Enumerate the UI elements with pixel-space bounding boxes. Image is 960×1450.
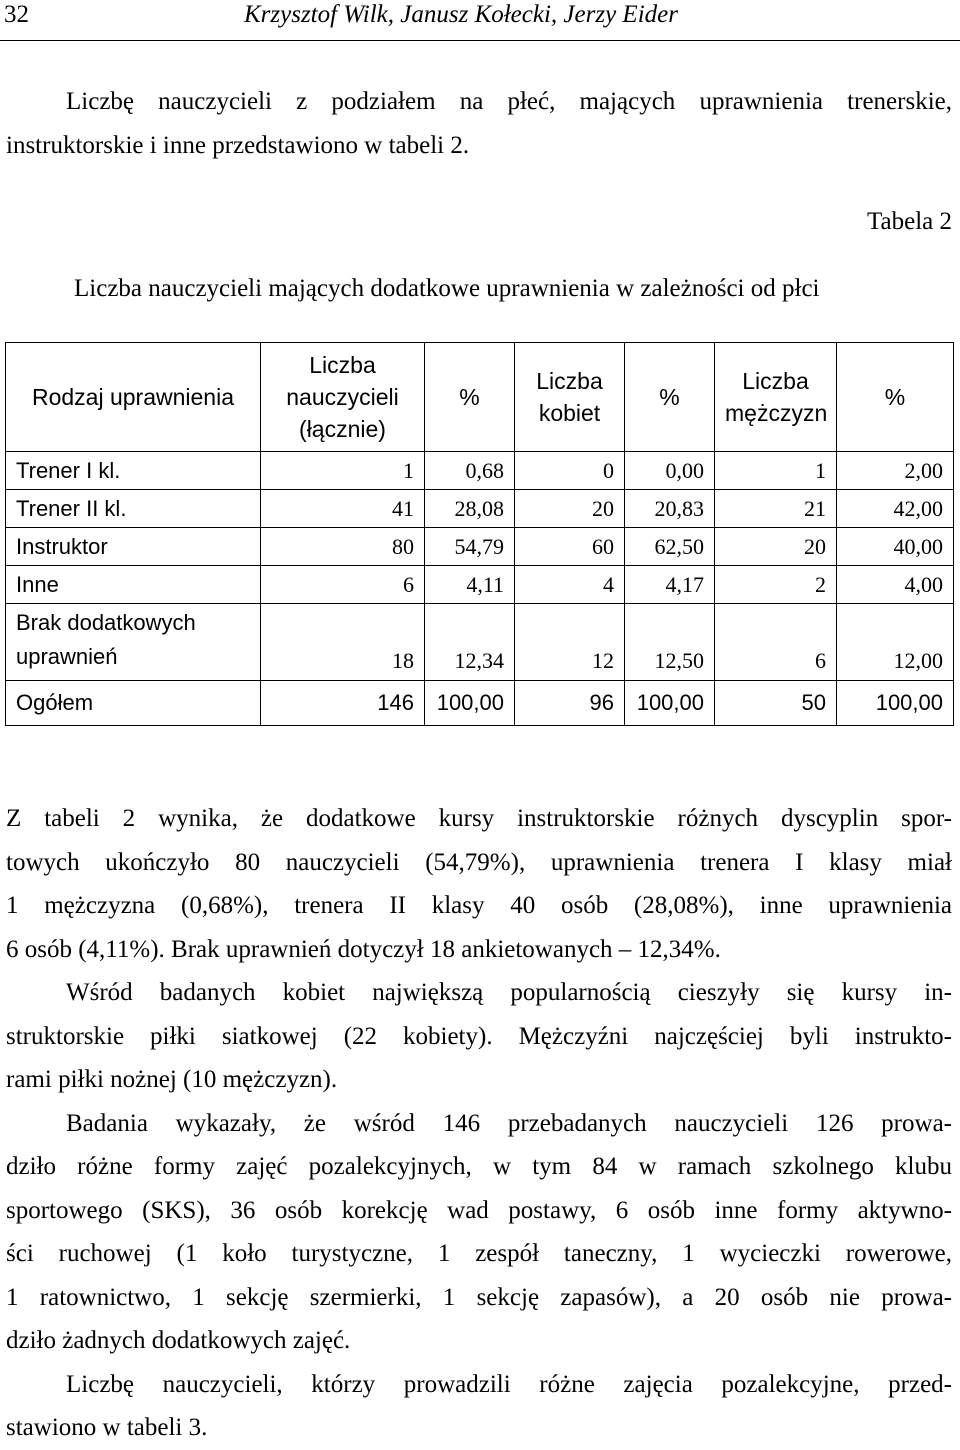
text-line: instruktorskie i inne przedstawiono w tabeli 2. [6, 131, 470, 159]
cell: 1 [715, 452, 837, 490]
cell: 6 [715, 604, 837, 681]
row-label: Instruktor [6, 528, 261, 566]
cell: 50 [715, 681, 837, 726]
header-type: Rodzaj uprawnienia [6, 343, 261, 452]
cell: 20 [515, 490, 625, 528]
cell: 0 [515, 452, 625, 490]
cell: 2 [715, 566, 837, 604]
header-pct-women: % [625, 343, 715, 452]
cell: 60 [515, 528, 625, 566]
cell: 80 [261, 528, 425, 566]
row-label: Trener I kl. [6, 452, 261, 490]
text-line: rami piłki nożnej (10 mężczyzn). [6, 1066, 338, 1093]
text-line: dziło różne formy zajęć pozalekcyjnych, w tym 84 w ramach szkolnego klubu [6, 1153, 952, 1180]
text-line: Z tabeli 2 wynika, że dodatkowe kursy instruktorskie różnych dyscyplin spor- [6, 805, 952, 832]
cell: 12 [515, 604, 625, 681]
table-caption: Liczba nauczycieli mających dodatkowe uprawnienia w zależności od płci [74, 275, 820, 302]
page-number: 32 [4, 1, 29, 28]
table-row [6, 604, 954, 681]
text-line: ści ruchowej (1 koło turystyczne, 1 zespół taneczny, 1 wycieczki rowerowe, [6, 1240, 952, 1267]
text-line: dziło żadnych dodatkowych zajęć. [6, 1327, 351, 1354]
row-label: Trener II kl. [6, 490, 261, 528]
table-header-row [6, 343, 954, 452]
cell: 4,11 [425, 566, 515, 604]
header-men: Liczba mężczyzn [715, 343, 837, 452]
cell: 21 [715, 490, 837, 528]
cell: 100,00 [425, 681, 515, 726]
header-women: Liczba kobiet [515, 343, 625, 452]
page-header [0, 0, 960, 41]
text-line: towych ukończyło 80 nauczycieli (54,79%), uprawnienia trenera I klasy miał [6, 848, 952, 876]
cell: 96 [515, 681, 625, 726]
body-text [6, 797, 952, 1450]
text-line: stawiono w tabeli 3. [6, 1414, 208, 1441]
row-label: Ogółem [6, 681, 261, 726]
text-line: Liczbę nauczycieli, którzy prowadzili różne zajęcia pozalekcyjne, przed- [66, 1370, 952, 1398]
cell: 2,00 [837, 452, 954, 490]
cell: 4,00 [837, 566, 954, 604]
cell: 12,34 [425, 604, 515, 681]
table-number: Tabela 2 [866, 208, 952, 235]
row-label: Brak dodatkowych uprawnień [6, 604, 261, 681]
table-total-row [6, 681, 954, 726]
text-line: struktorskie piłki siatkowej (22 kobiety). Mężczyźni najczęściej byli instrukto- [6, 1022, 952, 1050]
cell: 0,68 [425, 452, 515, 490]
cell: 12,50 [625, 604, 715, 681]
cell: 12,00 [837, 604, 954, 681]
cell: 0,00 [625, 452, 715, 490]
header-pct-total: % [425, 343, 515, 452]
table-row [6, 528, 954, 566]
text-line: sportowego (SKS), 36 osób korekcję wad postawy, 6 osób inne formy aktywno- [6, 1196, 952, 1224]
cell: 41 [261, 490, 425, 528]
text-line: Badania wykazały, że wśród 146 przebadanych nauczycieli 126 prowa- [66, 1109, 952, 1137]
cell: 18 [261, 604, 425, 681]
cell: 4,17 [625, 566, 715, 604]
table-row [6, 452, 954, 490]
data-table [5, 342, 954, 726]
text-line: 6 osób (4,11%). Brak uprawnień dotyczył 18 ankietowanych – 12,34%. [6, 935, 721, 963]
header-total: Liczba nauczycieli (łącznie) [261, 343, 425, 452]
cell: 20 [715, 528, 837, 566]
running-title: Krzysztof Wilk, Janusz Kołecki, Jerzy Eider [244, 1, 678, 28]
header-pct-men: % [837, 343, 954, 452]
text-line: Liczbę nauczycieli z podziałem na płeć, mających uprawnienia trenerskie, [66, 88, 952, 115]
cell: 146 [261, 681, 425, 726]
cell: 62,50 [625, 528, 715, 566]
cell: 40,00 [837, 528, 954, 566]
text-line: 1 ratownictwo, 1 sekcję szermierki, 1 sekcję zapasów), a 20 osób nie prowa- [6, 1283, 952, 1311]
cell: 20,83 [625, 490, 715, 528]
table-row [6, 566, 954, 604]
cell: 100,00 [625, 681, 715, 726]
cell: 100,00 [837, 681, 954, 726]
text-line: 1 mężczyzna (0,68%), trenera II klasy 40 osób (28,08%), inne uprawnienia [6, 892, 952, 919]
row-label: Inne [6, 566, 261, 604]
cell: 4 [515, 566, 625, 604]
intro-paragraph [6, 80, 952, 167]
cell: 1 [261, 452, 425, 490]
table-row [6, 490, 954, 528]
cell: 54,79 [425, 528, 515, 566]
cell: 28,08 [425, 490, 515, 528]
cell: 6 [261, 566, 425, 604]
text-line: Wśród badanych kobiet największą popularnością cieszyły się kursy in- [66, 979, 952, 1006]
cell: 42,00 [837, 490, 954, 528]
